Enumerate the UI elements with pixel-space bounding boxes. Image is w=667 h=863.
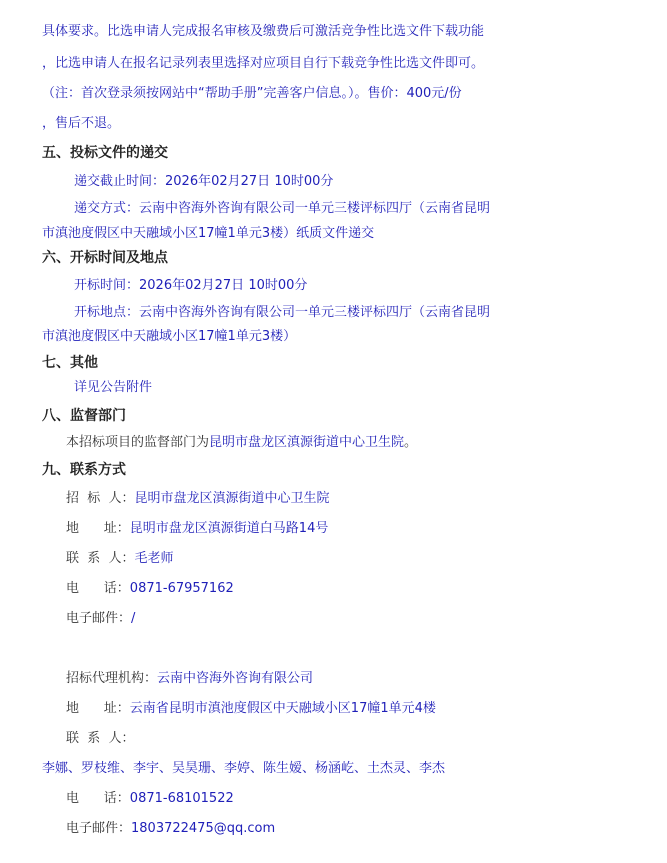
section-8-title: 八、监督部门 bbox=[42, 408, 126, 424]
submission-method-line-1: 递交方式：云南中咨海外咨询有限公司一单元三楼评标四厅（云南省昆明 bbox=[74, 201, 491, 216]
buyer-phone-row bbox=[66, 579, 234, 599]
submission-deadline-label: 递交截止时间： bbox=[74, 174, 166, 189]
buyer-contact-value: 毛老师 bbox=[134, 551, 174, 566]
buyer-email-label: 电子邮件： bbox=[66, 611, 132, 626]
agency-name-label: 招标代理机构： bbox=[66, 671, 158, 686]
submission-method-line-2: 市滇池度假区中天融域小区17幢1单元3楼）纸质文件递交 bbox=[42, 226, 375, 241]
buyer-phone-label: 电 话： bbox=[66, 581, 130, 596]
agency-email-row bbox=[66, 819, 275, 839]
buyer-contact-label: 联 系 人： bbox=[66, 551, 135, 566]
intro-line-3: （注：首次登录须按网站中“帮助手册”完善客户信息。）。售价：400元/份 bbox=[42, 86, 462, 101]
opening-place-line-1: 开标地点：云南中咨海外咨询有限公司一单元三楼评标四厅（云南省昆明 bbox=[74, 305, 491, 320]
opening-time-value: 2026年02月27日 10时00分 bbox=[139, 278, 308, 293]
buyer-name-value: 昆明市盘龙区滇源街道中心卫生院 bbox=[134, 491, 330, 506]
agency-email-label: 电子邮件： bbox=[66, 821, 132, 836]
agency-name-row bbox=[66, 669, 313, 689]
opening-place-line-2: 市滇池度假区中天融域小区17幢1单元3楼） bbox=[42, 329, 297, 344]
intro-line-4: ，售后不退。 bbox=[42, 116, 121, 131]
supervision-department: 昆明市盘龙区滇源街道中心卫生院 bbox=[209, 435, 405, 450]
agency-address-row bbox=[66, 699, 436, 719]
buyer-address-label: 地 址： bbox=[66, 521, 130, 536]
buyer-address-value: 昆明市盘龙区滇源街道白马路14号 bbox=[129, 521, 329, 536]
other-content: 详见公告附件 bbox=[74, 380, 153, 395]
section-6-title: 六、开标时间及地点 bbox=[42, 250, 168, 266]
agency-address-label: 地 址： bbox=[66, 701, 130, 716]
supervision-text bbox=[66, 433, 417, 453]
section-7-title: 七、其他 bbox=[42, 355, 98, 371]
buyer-contact-row bbox=[66, 549, 174, 569]
opening-time bbox=[74, 276, 307, 296]
intro-line-1: 具体要求。比选申请人完成报名审核及缴费后可激活竞争性比选文件下载功能 bbox=[42, 24, 485, 39]
buyer-name-label: 招 标 人： bbox=[66, 491, 135, 506]
agency-name-value: 云南中咨海外咨询有限公司 bbox=[157, 671, 314, 686]
supervision-suffix: 。 bbox=[404, 435, 418, 450]
agency-contacts: 李娜、罗枝维、李宇、吴昊珊、李婷、陈生嫒、杨涵屹、土杰灵、李杰 bbox=[42, 761, 446, 776]
supervision-prefix: 本招标项目的监督部门为 bbox=[66, 435, 210, 450]
section-5-title: 五、投标文件的递交 bbox=[42, 145, 168, 161]
agency-phone-row bbox=[66, 789, 234, 809]
buyer-address-row bbox=[66, 519, 328, 539]
buyer-phone-value: 0871-67957162 bbox=[129, 581, 234, 596]
agency-phone-value: 0871-68101522 bbox=[129, 791, 234, 806]
buyer-email-row bbox=[66, 609, 135, 629]
intro-line-2: ，比选申请人在报名记录列表里选择对应项目自行下载竞争性比选文件即可。 bbox=[42, 56, 485, 71]
agency-phone-label: 电 话： bbox=[66, 791, 130, 806]
buyer-name-row bbox=[66, 489, 330, 509]
buyer-email-value: / bbox=[131, 611, 136, 626]
agency-contact-label: 联 系 人： bbox=[66, 731, 135, 746]
opening-time-label: 开标时间： bbox=[74, 278, 140, 293]
submission-deadline-value: 2026年02月27日 10时00分 bbox=[165, 174, 334, 189]
submission-deadline bbox=[74, 172, 333, 192]
section-9-title: 九、联系方式 bbox=[42, 462, 126, 478]
agency-address-value: 云南省昆明市滇池度假区中天融域小区17幢1单元4楼 bbox=[129, 701, 436, 716]
agency-email-value: 1803722475@qq.com bbox=[131, 821, 276, 836]
